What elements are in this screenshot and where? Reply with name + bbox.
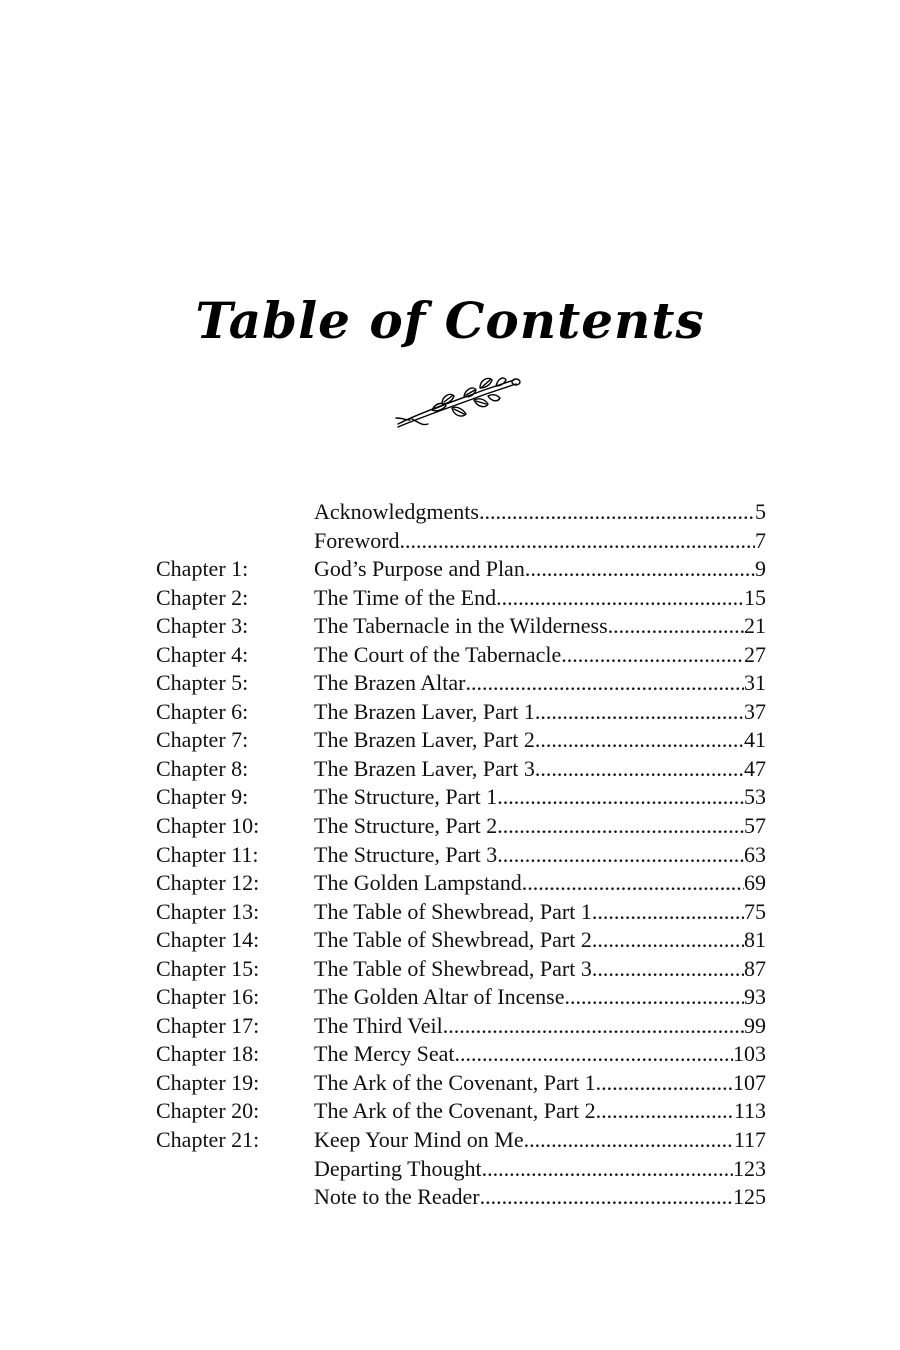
entry-title: The Time of the End [314, 584, 497, 610]
toc-entry [0, 1012, 900, 1041]
toc-entry [0, 1097, 900, 1126]
chapter-label: Chapter 15: [156, 955, 260, 981]
toc-entry-line [314, 1183, 766, 1212]
page-number: 21 [744, 613, 766, 639]
chapter-label: Chapter 4: [156, 641, 249, 667]
dot-leader [592, 898, 744, 927]
chapter-label: Chapter 3: [156, 613, 249, 639]
chapter-label: Chapter 16: [156, 984, 260, 1010]
toc-entry-line [314, 1069, 766, 1098]
dot-leader [466, 669, 745, 698]
toc-entry [0, 1126, 900, 1155]
page-number: 57 [744, 813, 766, 839]
chapter-label: Chapter 5: [156, 670, 249, 696]
toc-entry-line [314, 698, 766, 727]
page-number: 75 [744, 898, 766, 924]
chapter-label: Chapter 13: [156, 898, 260, 924]
toc-entry [0, 527, 900, 556]
toc-entry [0, 584, 900, 613]
toc-entry-line [314, 669, 766, 698]
page-number: 27 [744, 641, 766, 667]
vine-branch-icon [392, 372, 524, 432]
chapter-label: Chapter 21: [156, 1127, 260, 1153]
toc-entry-line [314, 555, 766, 584]
page-number: 99 [744, 1012, 766, 1038]
toc-entry-line [314, 498, 766, 527]
chapter-label: Chapter 8: [156, 755, 249, 781]
chapter-label: Chapter 1: [156, 556, 249, 582]
dot-leader [524, 1126, 734, 1155]
page-number: 117 [733, 1127, 766, 1153]
page-number: 87 [744, 955, 766, 981]
dot-leader [522, 869, 744, 898]
entry-title: The Structure, Part 2 [314, 813, 498, 839]
toc-entry [0, 1155, 900, 1184]
toc-entry-line [314, 527, 766, 556]
page-number: 123 [733, 1155, 766, 1181]
page-number: 37 [744, 698, 766, 724]
entry-title: The Mercy Seat [314, 1041, 455, 1067]
entry-title: Departing Thought [314, 1155, 482, 1181]
entry-title: The Brazen Laver, Part 1 [314, 698, 535, 724]
entry-title: The Tabernacle in the Wilderness [314, 613, 608, 639]
toc-entry-line [314, 726, 766, 755]
entry-title: The Ark of the Covenant, Part 2 [314, 1098, 596, 1124]
toc-entry [0, 726, 900, 755]
chapter-label: Chapter 9: [156, 784, 249, 810]
toc-entry-line [314, 612, 766, 641]
page-number: 41 [744, 727, 766, 753]
dot-leader [443, 1012, 744, 1041]
entry-title: The Structure, Part 1 [314, 784, 498, 810]
entry-title: The Table of Shewbread, Part 3 [314, 955, 592, 981]
toc-entry-line [314, 755, 766, 784]
chapter-label: Chapter 10: [156, 813, 260, 839]
toc-entry-line [314, 1040, 766, 1069]
chapter-label: Chapter 11: [156, 841, 259, 867]
dot-leader [592, 955, 744, 984]
toc-entry [0, 869, 900, 898]
toc-entry-line [314, 812, 766, 841]
dot-leader [561, 641, 744, 670]
toc-entry [0, 955, 900, 984]
toc-entry-line [314, 584, 766, 613]
toc-entry [0, 755, 900, 784]
page-number: 93 [744, 984, 766, 1010]
toc-list [0, 498, 900, 1212]
toc-entry [0, 669, 900, 698]
page-number: 107 [733, 1069, 766, 1095]
page-number: 69 [744, 870, 766, 896]
dot-leader [596, 1097, 734, 1126]
entry-title: Keep Your Mind on Me [314, 1127, 524, 1153]
page-number: 63 [744, 841, 766, 867]
toc-entry-line [314, 1155, 766, 1184]
toc-entry-line [314, 841, 766, 870]
dot-leader [497, 812, 744, 841]
toc-entry-line [314, 1126, 766, 1155]
chapter-label: Chapter 20: [156, 1098, 260, 1124]
toc-entry-line [314, 926, 766, 955]
chapter-label: Chapter 2: [156, 584, 249, 610]
toc-entry [0, 841, 900, 870]
dot-leader [497, 783, 744, 812]
page-number: 125 [733, 1184, 766, 1210]
dot-leader [497, 841, 744, 870]
page-number: 9 [755, 556, 766, 582]
dot-leader [535, 698, 744, 727]
entry-title: The Brazen Altar [314, 670, 466, 696]
toc-entry [0, 1040, 900, 1069]
toc-entry [0, 983, 900, 1012]
chapter-label: Chapter 7: [156, 727, 249, 753]
entry-title: The Brazen Laver, Part 2 [314, 727, 535, 753]
dot-leader [496, 584, 744, 613]
dot-leader [596, 1069, 733, 1098]
entry-title: Acknowledgments [314, 499, 479, 524]
entry-title: The Ark of the Covenant, Part 1 [314, 1069, 596, 1095]
dot-leader [592, 926, 744, 955]
page-number: 7 [755, 527, 766, 553]
toc-entry [0, 898, 900, 927]
dot-leader [482, 1155, 733, 1184]
toc-entry-line [314, 983, 766, 1012]
toc-entry [0, 641, 900, 670]
toc-entry-line [314, 1097, 766, 1126]
dot-leader [525, 555, 755, 584]
entry-title: The Third Veil [314, 1012, 443, 1038]
toc-entry [0, 698, 900, 727]
page-number: 31 [744, 670, 766, 696]
toc-entry-line [314, 641, 766, 670]
toc-entry [0, 926, 900, 955]
entry-title: The Court of the Tabernacle [314, 641, 562, 667]
dot-leader [564, 983, 744, 1012]
toc-entry [0, 812, 900, 841]
page-number: 81 [744, 927, 766, 953]
toc-entry-line [314, 869, 766, 898]
entry-title: Foreword [314, 527, 400, 553]
page-number: 15 [744, 584, 766, 610]
dot-leader [535, 755, 744, 784]
toc-entry-line [314, 783, 766, 812]
dot-leader [535, 726, 744, 755]
chapter-label: Chapter 17: [156, 1012, 260, 1038]
page-number: 47 [744, 755, 766, 781]
dot-leader [480, 1183, 733, 1212]
entry-title: The Golden Lampstand [314, 870, 522, 896]
page-number: 5 [755, 499, 766, 524]
toc-entry [0, 783, 900, 812]
toc-entry [0, 1183, 900, 1212]
page-number: 103 [733, 1041, 766, 1067]
entry-title: Note to the Reader [314, 1184, 480, 1210]
toc-entry-line [314, 898, 766, 927]
chapter-label: Chapter 12: [156, 870, 260, 896]
entry-title: God’s Purpose and Plan [314, 556, 525, 582]
entry-title: The Brazen Laver, Part 3 [314, 755, 535, 781]
dot-leader [455, 1040, 734, 1069]
chapter-label: Chapter 6: [156, 698, 249, 724]
toc-entry [0, 555, 900, 584]
toc-entry-line [314, 1012, 766, 1041]
page-number: 113 [733, 1098, 766, 1124]
page-number: 53 [744, 784, 766, 810]
toc-entry-line [314, 955, 766, 984]
page-title: Table of Contents [195, 291, 705, 350]
toc-entry [0, 1069, 900, 1098]
dot-leader [608, 612, 744, 641]
dot-leader [479, 498, 755, 527]
entry-title: The Table of Shewbread, Part 2 [314, 927, 592, 953]
entry-title: The Structure, Part 3 [314, 841, 498, 867]
chapter-label: Chapter 14: [156, 927, 260, 953]
chapter-label: Chapter 19: [156, 1069, 260, 1095]
toc-entry [0, 498, 900, 527]
entry-title: The Table of Shewbread, Part 1 [314, 898, 592, 924]
entry-title: The Golden Altar of Incense [314, 984, 565, 1010]
toc-entry [0, 612, 900, 641]
dot-leader [400, 527, 755, 556]
chapter-label: Chapter 18: [156, 1041, 260, 1067]
